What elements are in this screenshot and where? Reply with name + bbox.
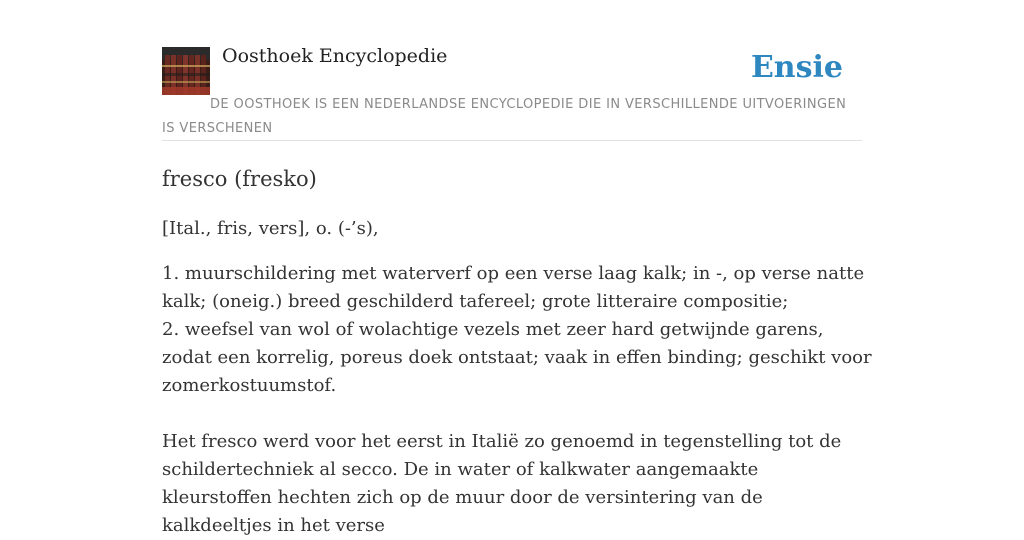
brand-logo-link[interactable]: Ensie (750, 50, 843, 85)
article-title: fresco (fresko) (162, 167, 317, 191)
article-paragraph: Het fresco werd voor het eerst in Italië zo genoemd in tegenstelling tot de schildertechniek al secco. De in water of kalkwater aangemaakte kleurstoffen hechten zich op de muur door de versintering van de kalkdeeltjes in het verse (162, 431, 842, 536)
site-tagline-block (162, 93, 862, 141)
encyclopedia-books-icon (162, 47, 210, 95)
article (162, 164, 872, 540)
definition-2: 2. weefsel van wol of wolachtige vezels met zeer hard getwijnde garens, zodat een korrelig, poreus doek ontstaat; vaak in effen binding; geschikt voor zomerkostuumstof. (162, 319, 872, 396)
site-header (162, 44, 862, 141)
article-etymology: [Ital., fris, vers], o. (-’s), (162, 218, 379, 239)
avatar[interactable] (162, 47, 210, 95)
site-name-link[interactable]: Oosthoek Encyclopedie (222, 45, 448, 67)
article-body (162, 260, 872, 540)
paragraph-gap (162, 400, 872, 428)
definition-1: 1. muurschildering met waterverf op een verse laag kalk; in -, op verse natte kalk; (oneig.) breed geschilderd tafereel; grote litteraire compositie; (162, 263, 865, 312)
site-tagline: DE OOSTHOEK IS EEN NEDERLANDSE ENCYCLOPEDIE DIE IN VERSCHILLENDE UITVOERINGEN IS VERSCHENEN (162, 97, 847, 136)
